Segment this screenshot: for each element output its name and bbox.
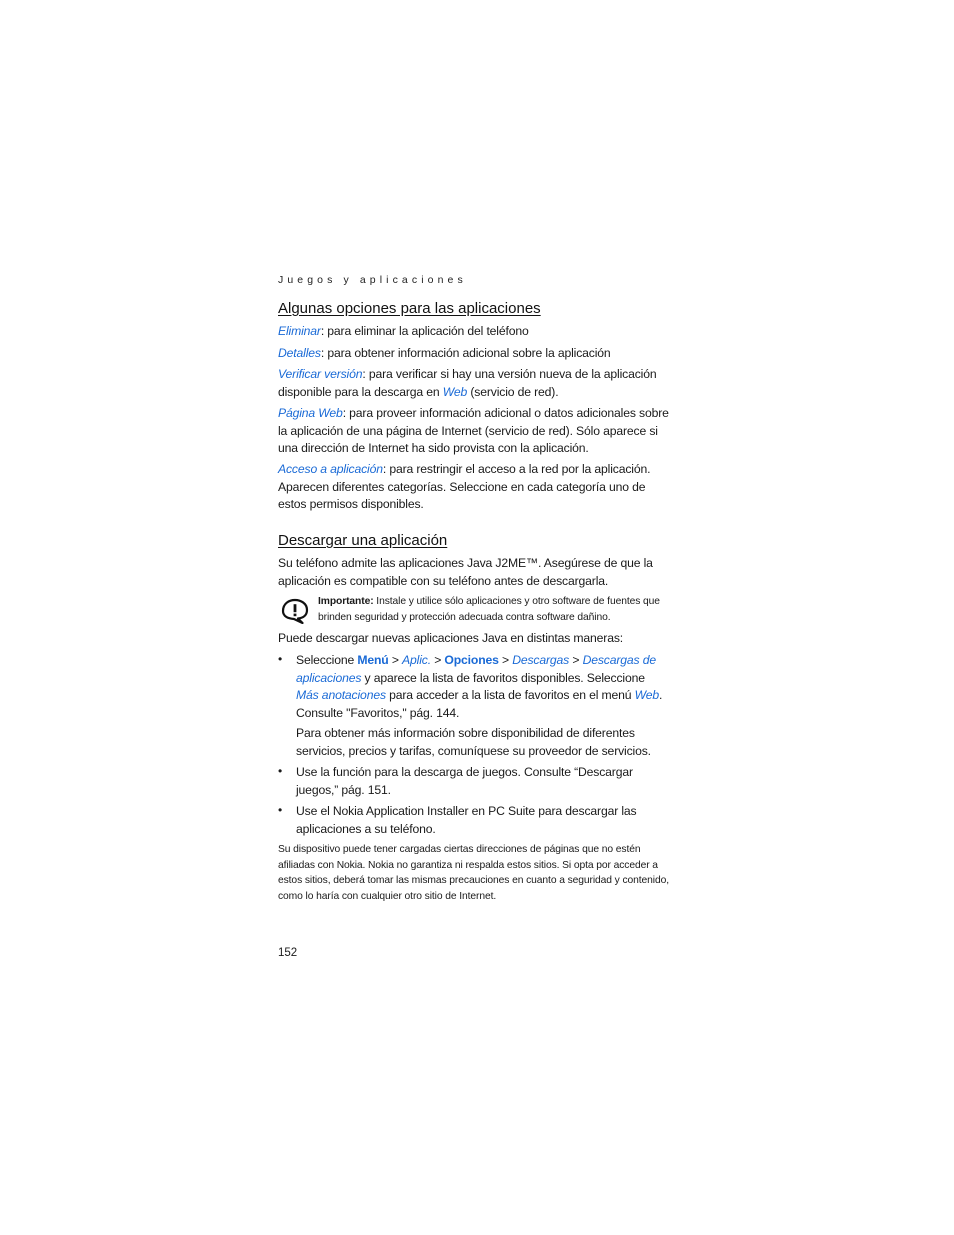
bullet-marker: •: [278, 803, 283, 817]
important-label: Importante:: [318, 596, 374, 607]
option-acceso-aplicacion: Acceso a aplicación: para restringir el acceso a la red por la aplicación. Aparecen diferentes categorías. Seleccione en cada categoría uno de estos permisos disponibles.: [278, 462, 651, 511]
term-web: Web: [442, 384, 468, 399]
option-pagina-web: Página Web: para proveer información adicional o datos adicionales sobre la aplicación de una página de Internet (servicio de red). Sólo aparece si una dirección de Internet ha sido provista con la aplicación.: [278, 406, 669, 455]
menu-item-descargas-de-aplicaciones: Descargas de aplicaciones: [296, 653, 656, 685]
term-detalles: Detalles: [278, 346, 321, 360]
disclaimer-text: Su dispositivo puede tener cargadas ciertas direcciones de páginas que no estén afiliadas con Nokia. Nokia no garantiza ni respalda estos sitios. Si opta por acceder a estos sitios, deberá tomar las mismas precauciones en cuanto a seguridad y contenido, como lo haría con cualquier otro sitio de Internet.: [278, 844, 670, 903]
menu-item-opciones: Opciones: [444, 653, 499, 667]
bullet-marker: •: [278, 764, 283, 778]
menu-item-mas-anotaciones: Más anotaciones: [296, 688, 386, 702]
running-head: Juegos y aplicaciones: [278, 274, 467, 286]
option-verificar-version: Verificar versión: para verificar si hay una versión nueva de la aplicación disponible para la descarga en Web (servicio de red).: [278, 367, 657, 399]
bullet-item-pc-suite: Use el Nokia Application Installer en PC Suite para descargar las aplicaciones a su teléfono.: [296, 804, 637, 836]
section-heading-download: Descargar una aplicación: [278, 532, 448, 549]
option-detalles: Detalles: para obtener información adicional sobre la aplicación: [278, 346, 611, 360]
menu-item-menu: Menú: [357, 653, 389, 667]
bullet-item-games: Use la función para la descarga de juegos. Consulte “Descargar juegos,” pág. 151.: [296, 765, 633, 797]
menu-item-descargas: Descargas: [512, 653, 570, 667]
menu-item-aplic: Aplic.: [402, 653, 431, 667]
section-heading-options: Algunas opciones para las aplicaciones: [278, 300, 541, 317]
page-number: 152: [278, 947, 298, 959]
important-note: Importante: Instale y utilice sólo aplicaciones y otro software de fuentes que brinden seguridad y protección adecuada contra software dañino.: [318, 596, 660, 623]
term-acceso-aplicacion: Acceso a aplicación: [278, 462, 383, 476]
download-lead: Puede descargar nuevas aplicaciones Java en distintas maneras:: [278, 631, 624, 645]
term-verificar-version: Verificar versión: [278, 367, 363, 381]
download-intro: Su teléfono admite las aplicaciones Java J2ME™. Asegúrese de que la aplicación es compatible con su teléfono antes de descargarla.: [278, 556, 653, 588]
bullet-marker: •: [278, 652, 283, 666]
warning-icon: [280, 598, 310, 624]
option-eliminar: Eliminar: para eliminar la aplicación del teléfono: [278, 324, 529, 338]
menu-item-web: Web: [634, 688, 660, 702]
bullet-item-extra-info: Para obtener más información sobre disponibilidad de diferentes servicios, precios y tarifas, comuníquese su proveedor de servicios.: [296, 726, 651, 758]
term-pagina-web: Página Web: [278, 406, 343, 420]
term-eliminar: Eliminar: [278, 324, 321, 338]
bullet-item-menu-path: Seleccione Menú > Aplic. > Opciones > Descargas > Descargas de aplicaciones y aparece la lista de favoritos disponibles. Seleccione Más anotaciones para acceder a la lista de favoritos en el menú Web. Consulte "Favoritos," pág. 144.: [296, 653, 663, 720]
